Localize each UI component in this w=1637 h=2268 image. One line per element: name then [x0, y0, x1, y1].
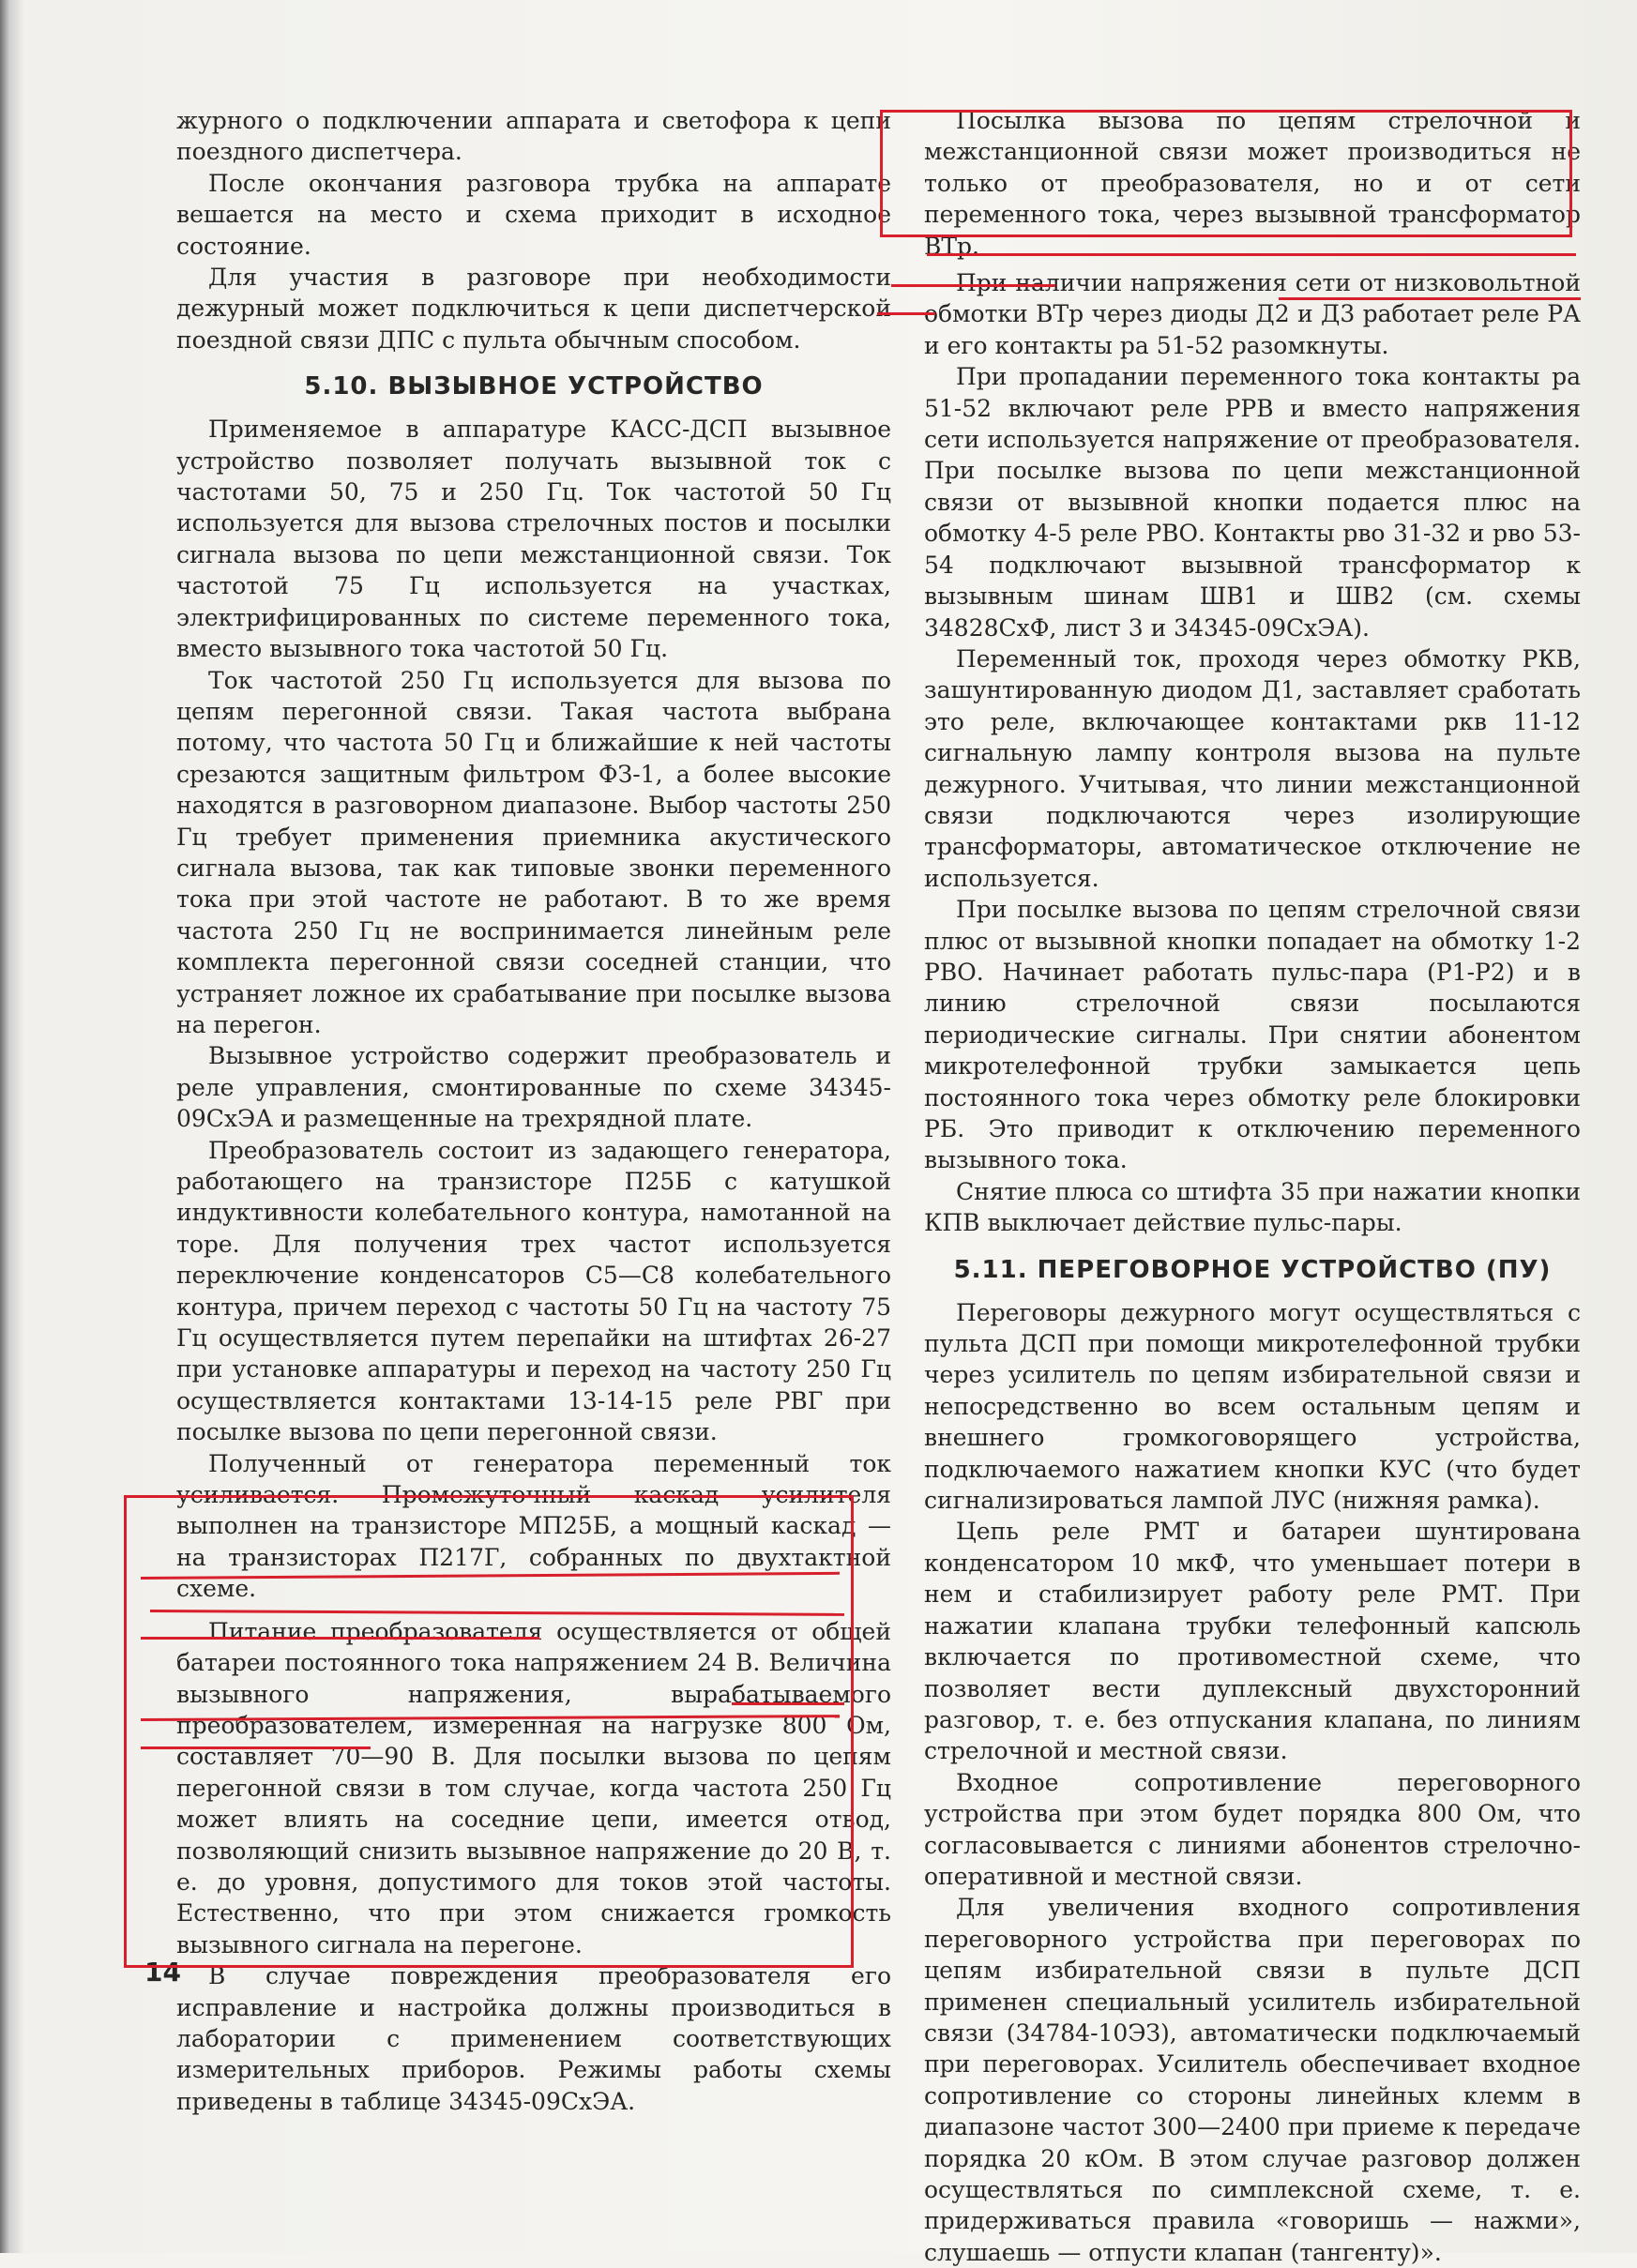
paragraph: При наличии напряжения сети от низковольтной обмотки ВТр через диоды Д2 и Д3 работает реле РА и его контакты ра 51-52 разомкнуты. — [924, 269, 1581, 359]
paragraph: Преобразователь состоит из задающего генератора, работающего на транзисторе П25Б с катушкой индуктивности колебательного контура, намотанной на торе. Для получения трех частот используется переключение конденсаторов С5—С8 колебательного контура, причем переход с частоты 50 Гц на частоту 75 Гц осуществляется путем перепайки на штифтах 26-27 при установке аппаратуры и переход на частоту 250 Гц осуществляется контактами 13-14-15 реле РВГ при посылке вызова по цепи перегонной связи. — [176, 1136, 891, 1446]
paragraph: журного о подключении аппарата и светофора к цепи поездного диспетчера. — [176, 107, 891, 166]
paragraph: Снятие плюса со штифта 35 при нажатии кнопки КПВ выключает действие пульс-пары. — [924, 1177, 1581, 1237]
paragraph: Применяемое в аппаратуре КАСС-ДСП вызывное устройство позволяет получать вызывной ток с частотами 50, 75 и 250 Гц. Ток частотой 50 Гц используется для вызова стрелочных постов и посылки сигнала вызова по цепи межстанционной связи. Ток частотой 75 Гц используется на участках, электрифицированных по системе переменного тока, вместо вызывного тока частотой 50 Гц. — [176, 416, 891, 663]
boxed-paragraph: В случае повреждения преобразователя его исправление и настройка должны производиться в лаборатории с применением соответствующих измерительных приборов. Режимы работы схемы приведены в таблице 34345-09СхЭА. — [176, 1962, 891, 2115]
paragraph: Для увеличения входного сопротивления переговорного устройства при переговорах по цепям избирательной связи в пульте ДСП применен специальный усилитель избирательной связи (34784-10ЭЗ), автоматически подключаемый при переговорах. Усилитель обеспечивает входное сопротивление со стороны линейных клемм в диапазоне частот 300—2400 при приеме к передаче порядка 20 кОм. В этом случае разговор должен осуществляться по симплексной схеме, т. е. придерживаться правила «говоришь — нажми», слушаешь — отпусти клапан (тангенту)». — [924, 1894, 1581, 2266]
section-heading-5-10: 5.10. ВЫЗЫВНОЕ УСТРОЙСТВО — [304, 372, 764, 401]
boxed-paragraph: Питание преобразователя осуществляется от общей батареи постоянного тока напряжением 24 В. Величина вызывного напряжения, вырабатываемого преобразователем, измеренная на нагрузке 800 Ом, составляет 70—90 В. Для посылки вызова по цепям перегонной связи в том случае, когда частота 250 Гц может влиять на соседние цепи, имеется отвод, позволяющий снизить вызывное напряжение до 20 В, т. е. до уровня, допустимого для токов этой частоты. Естественно, что при этом снижается громкость вызывного сигнала на перегоне. — [176, 1617, 891, 1958]
paragraph: При посылке вызова по цепям стрелочной связи плюс от вызывной кнопки попадает на обмотку 1-2 РВО. Начинает работать пульс-пара (Р1-Р2) и в линию стрелочной связи посылаются периодические сигналы. При снятии абонентом микротелефонной трубки замыкается цепь постоянного тока через обмотку реле блокировки РБ. Это приводит к отключению переменного вызывного тока. — [924, 896, 1581, 1174]
section-heading-5-11: 5.11. ПЕРЕГОВОРНОЕ УСТРОЙСТВО (ПУ) — [953, 1255, 1552, 1284]
paragraph: Переговоры дежурного могут осуществляться с пульта ДСП при помощи микротелефонной трубки через усилитель по цепям избирательной связи и непосредственно во всем остальным цепям и внешнего громкоговорящего устройства, подключаемого нажатием кнопки КУС (что будет сигнализироваться лампой ЛУС (нижняя рамка). — [924, 1298, 1581, 1515]
paragraph: Полученный от генератора переменный ток усиливается. Промежуточный каскад усилителя выполнен на транзисторе МП25Б, а мощный каскад — на транзисторах П217Г, собранных по двухтактной схеме. — [176, 1449, 891, 1603]
paragraph: Вызывное устройство содержит преобразователь и реле управления, смонтированные по схеме 34345-09СхЭА и размещенные на трехрядной плате. — [176, 1042, 891, 1133]
paragraph: Переменный ток, проходя через обмотку РКВ, зашунтированную диодом Д1, заставляет сработать это реле, включающее контактами ркв 11-12 сигнальную лампу контроля вызова на пульте дежурного. Учитывая, что линии межстанционной связи подключаются через изолирующие трансформаторы, автоматическое отключение не используется. — [924, 644, 1581, 892]
left-column — [176, 105, 891, 2117]
page-number: 14 — [144, 1957, 181, 1988]
paragraph: После окончания разговора трубка на аппарате вешается на место и схема приходит в исходное состояние. — [176, 169, 891, 260]
paragraph: При пропадании переменного тока контакты ра 51-52 включают реле РРВ и вместо напряжения сети используется напряжение от преобразователя. При посылке вызова по цепи межстанционной связи от вызывной кнопки подается плюс на обмотку 4-5 реле РВО. Контакты рво 31-32 и рво 53-54 подключают вызывной трансформатор к вызывным шинам ШВ1 и ШВ2 (см. схемы 34828СхФ, лист 3 и 34345-09СхЭА). — [924, 363, 1581, 642]
paragraph: Входное сопротивление переговорного устройства при этом будет порядка 800 Ом, что согласовывается с линиями абонентов стрелочно-оперативной и местной связи. — [924, 1768, 1581, 1890]
paragraph: Для участия в разговоре при необходимости дежурный может подключиться к цепи диспетчерской поездной связи ДПС с пульта обычным способом. — [176, 264, 891, 354]
paragraph: Цепь реле РМТ и батареи шунтирована конденсатором 10 мкФ, что уменьшает потери в нем и стабилизирует работу реле РМТ. При нажатии клапана трубки телефонный капсюль включается по противоместной схеме, что позволяет вести дуплексный двухсторонний разговор, т. е. без отпускания клапана, по линиям стрелочной и местной связи. — [924, 1518, 1581, 1765]
boxed-paragraph: Посылка вызова по цепям стрелочной и межстанционной связи может производиться не только от преобразователя, но и от сети переменного тока, через вызывной трансформатор ВТр. — [924, 107, 1581, 260]
right-column — [924, 105, 1581, 2268]
paragraph: Ток частотой 250 Гц используется для вызова по цепям перегонной связи. Такая частота выбрана потому, что частота 50 Гц и ближайшие к ней частоты срезаются защитным фильтром ФЗ-1, а более высокие находятся в разговорном диапазоне. Выбор частоты 250 Гц требует применения приемника акустического сигнала вызова, так как типовые звонки переменного тока при этой частоте не работают. В то же время частота 250 Гц не воспринимается линейным реле комплекта перегонной связи соседней станции, что устраняет ложное их срабатывание при посылке вызова на перегон. — [176, 666, 891, 1038]
